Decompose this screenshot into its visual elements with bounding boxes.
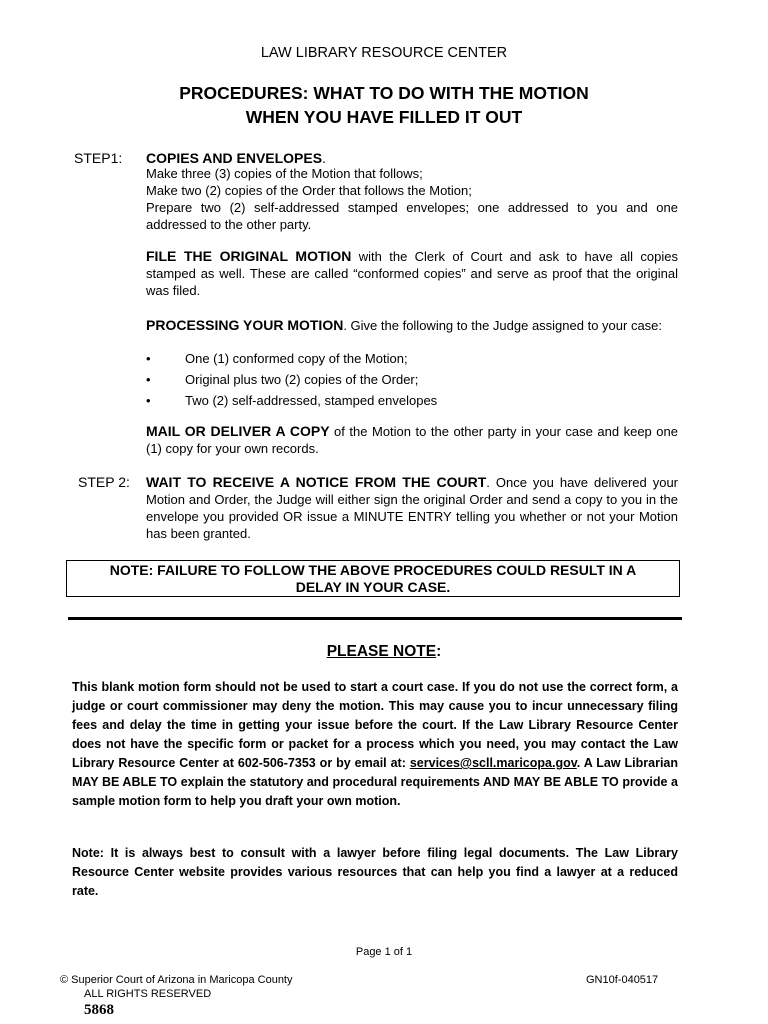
please-note-title xyxy=(0,643,768,661)
step2-label: STEP 2: xyxy=(78,474,130,490)
warning-note-line2: DELAY IN YOUR CASE. xyxy=(295,579,451,595)
step1-line: Prepare two (2) self-addressed stamped envelopes; one addressed to you and one addressed to the other party. xyxy=(146,200,678,232)
list-item xyxy=(146,369,678,390)
section-divider xyxy=(68,617,682,620)
processing-text: . Give the following to the Judge assigned to your case: xyxy=(343,318,663,333)
bullet-text: Two (2) self-addressed, stamped envelopes xyxy=(185,393,438,408)
bullet-icon: • xyxy=(146,372,151,387)
step1-heading-text: COPIES AND ENVELOPES xyxy=(146,150,323,166)
step1-instructions xyxy=(146,165,678,233)
lawyer-note-paragraph: Note: It is always best to consult with a lawyer before filing legal documents. The Law Library Resource Center website provides various resources that can help you find a lawyer at a reduced rate. xyxy=(72,846,678,898)
page-title-line1: PROCEDURES: WHAT TO DO WITH THE MOTION xyxy=(179,83,589,103)
org-name: LAW LIBRARY RESOURCE CENTER xyxy=(260,45,508,61)
step2-text: . Once you have delivered your Motion and Order, the Judge will either sign the original Order and send a copy to you in the envelope you provided OR issue a MINUTE ENTRY telling you whether or not your Motion has been granted. xyxy=(146,475,678,541)
document-number: 5868 xyxy=(84,1002,114,1018)
please-note-paragraph xyxy=(72,678,678,811)
bullet-icon: • xyxy=(146,351,151,366)
step1-heading xyxy=(146,150,326,166)
processing-paragraph xyxy=(146,317,678,334)
file-original-heading: FILE THE ORIGINAL MOTION xyxy=(146,248,352,264)
step1-label: STEP1: xyxy=(74,150,123,166)
processing-heading: PROCESSING YOUR MOTION xyxy=(146,317,344,333)
page-title-line2: WHEN YOU HAVE FILLED IT OUT xyxy=(245,107,523,127)
mail-heading: MAIL OR DELIVER A COPY xyxy=(146,423,330,439)
copyright-text: © Superior Court of Arizona in Maricopa County xyxy=(60,974,293,986)
form-code: GN10f-040517 xyxy=(586,974,659,986)
mail-text: of the Motion to the other party in your case and keep one (1) copy for your own records. xyxy=(146,424,678,456)
bullet-text: Original plus two (2) copies of the Order; xyxy=(185,372,419,387)
list-item xyxy=(146,390,678,411)
please-note-colon: : xyxy=(436,643,442,660)
warning-note-line1: NOTE: FAILURE TO FOLLOW THE ABOVE PROCEDURES COULD RESULT IN A xyxy=(109,562,637,578)
please-note-text-after: . A Law Librarian MAY BE ABLE TO explain the statutory and procedural requirements AND MAY BE ABLE TO provide a sample motion form to help you draft your own motion. xyxy=(72,756,679,808)
step2-heading: WAIT TO RECEIVE A NOTICE FROM THE COURT xyxy=(146,474,487,490)
warning-note-box xyxy=(66,560,680,597)
step2-paragraph xyxy=(146,474,678,542)
please-note-title-text: PLEASE NOTE xyxy=(326,643,437,660)
rights-reserved: ALL RIGHTS RESERVED xyxy=(84,988,212,1000)
bullet-text: One (1) conformed copy of the Motion; xyxy=(185,351,408,366)
step1-heading-punct: . xyxy=(322,150,326,166)
email-link[interactable]: services@scll.maricopa.gov xyxy=(409,756,577,770)
step1-line: Make three (3) copies of the Motion that follows; xyxy=(146,166,423,181)
step1-line: Make two (2) copies of the Order that follows the Motion; xyxy=(146,183,472,198)
file-original-paragraph xyxy=(146,248,678,299)
mail-paragraph xyxy=(146,423,678,457)
processing-bullet-list xyxy=(146,348,678,411)
please-note-text-before: This blank motion form should not be used to start a court case. If you do not use the correct form, a judge or court commissioner may deny the motion. This may cause you to incur unnecessary filing fees and delay the time in getting your issue before the court. If the Law Library Resource Center does not have the specific form or packet for a process which you need, you may contact the Law Library Resource Center at 602-506-7353 or by email at: xyxy=(72,680,678,770)
list-item xyxy=(146,348,678,369)
bullet-icon: • xyxy=(146,393,151,408)
file-original-text: with the Clerk of Court and ask to have all copies stamped as well. These are called “conformed copies” and serve as proof that the original was filed. xyxy=(146,249,678,298)
page-number: Page 1 of 1 xyxy=(355,946,413,958)
